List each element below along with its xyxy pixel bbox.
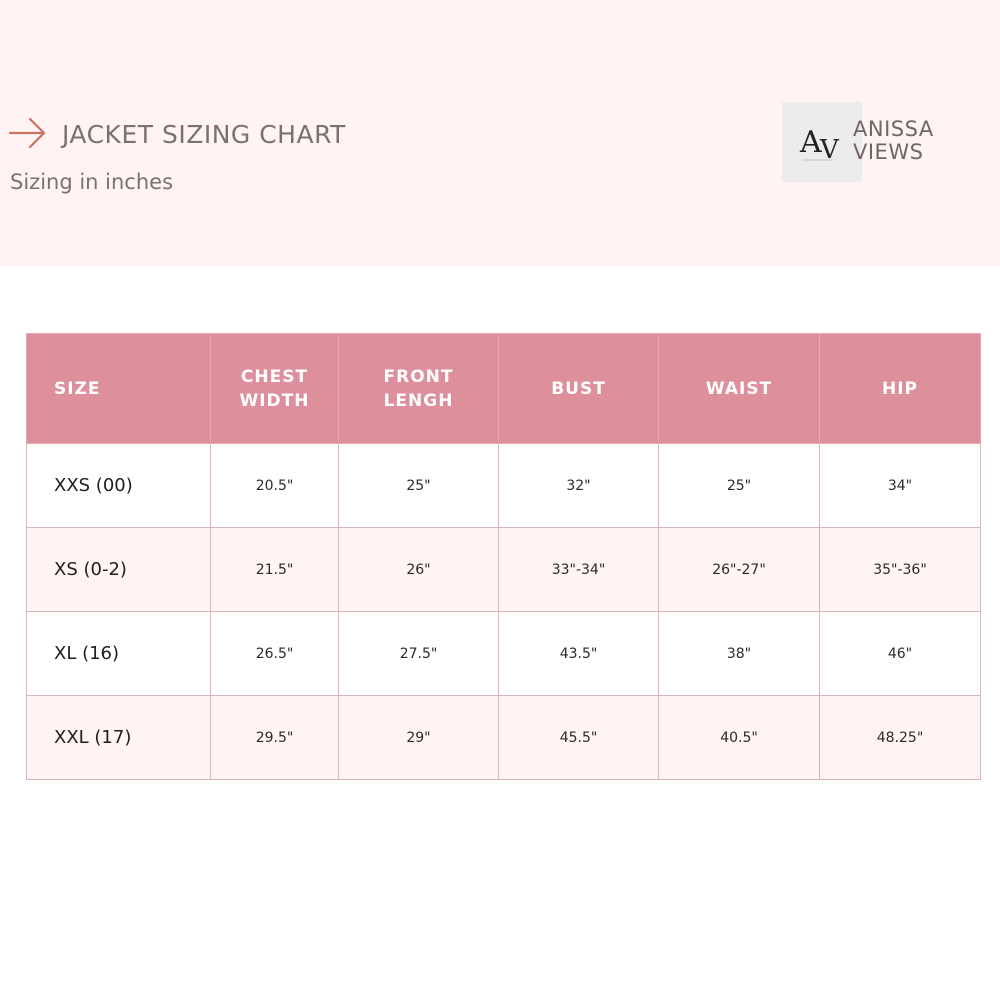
- table-cell: 29": [339, 696, 499, 780]
- size-cell: XXS (00): [27, 444, 211, 528]
- table-cell: 29.5": [211, 696, 339, 780]
- column-header-chest-width: CHEST WIDTH: [211, 334, 339, 444]
- table-cell: 26.5": [211, 612, 339, 696]
- table-row: [27, 696, 981, 780]
- table-cell: 33"-34": [499, 528, 659, 612]
- sizing-table: [26, 333, 981, 780]
- size-cell: XS (0-2): [27, 528, 211, 612]
- column-header-bust: BUST: [499, 334, 659, 444]
- table-cell: 26"-27": [659, 528, 820, 612]
- table-cell: 38": [659, 612, 820, 696]
- table-row: [27, 444, 981, 528]
- table-cell: 43.5": [499, 612, 659, 696]
- table-cell: 35"-36": [820, 528, 981, 612]
- brand-name-line2: VIEWS: [853, 140, 924, 164]
- svg-text:V: V: [820, 135, 839, 165]
- table-cell: 45.5": [499, 696, 659, 780]
- size-cell: XXL (17): [27, 696, 211, 780]
- table-cell: 21.5": [211, 528, 339, 612]
- table-cell: 48.25": [820, 696, 981, 780]
- table-cell: 27.5": [339, 612, 499, 696]
- table-row: [27, 612, 981, 696]
- page-title: JACKET SIZING CHART: [62, 120, 346, 149]
- table-cell: 32": [499, 444, 659, 528]
- table-cell: 34": [820, 444, 981, 528]
- page-subtitle: Sizing in inches: [10, 170, 174, 194]
- column-header-size: SIZE: [27, 334, 211, 444]
- table-cell: 46": [820, 612, 981, 696]
- logo: [782, 102, 862, 182]
- table-cell: 26": [339, 528, 499, 612]
- logo-monogram-icon: [782, 102, 862, 182]
- brand-name-line1: ANISSA: [853, 117, 934, 141]
- size-cell: XL (16): [27, 612, 211, 696]
- column-header-hip: HIP: [820, 334, 981, 444]
- table-row: [27, 528, 981, 612]
- column-header-front-length: FRONT LENGH: [339, 334, 499, 444]
- brand-name: [853, 118, 934, 164]
- table-cell: 20.5": [211, 444, 339, 528]
- arrow-right-icon: [8, 115, 48, 151]
- table-header-row: [27, 334, 981, 444]
- table-cell: 25": [659, 444, 820, 528]
- table-cell: 40.5": [659, 696, 820, 780]
- svg-text:A: A: [800, 125, 822, 160]
- table-cell: 25": [339, 444, 499, 528]
- column-header-waist: WAIST: [659, 334, 820, 444]
